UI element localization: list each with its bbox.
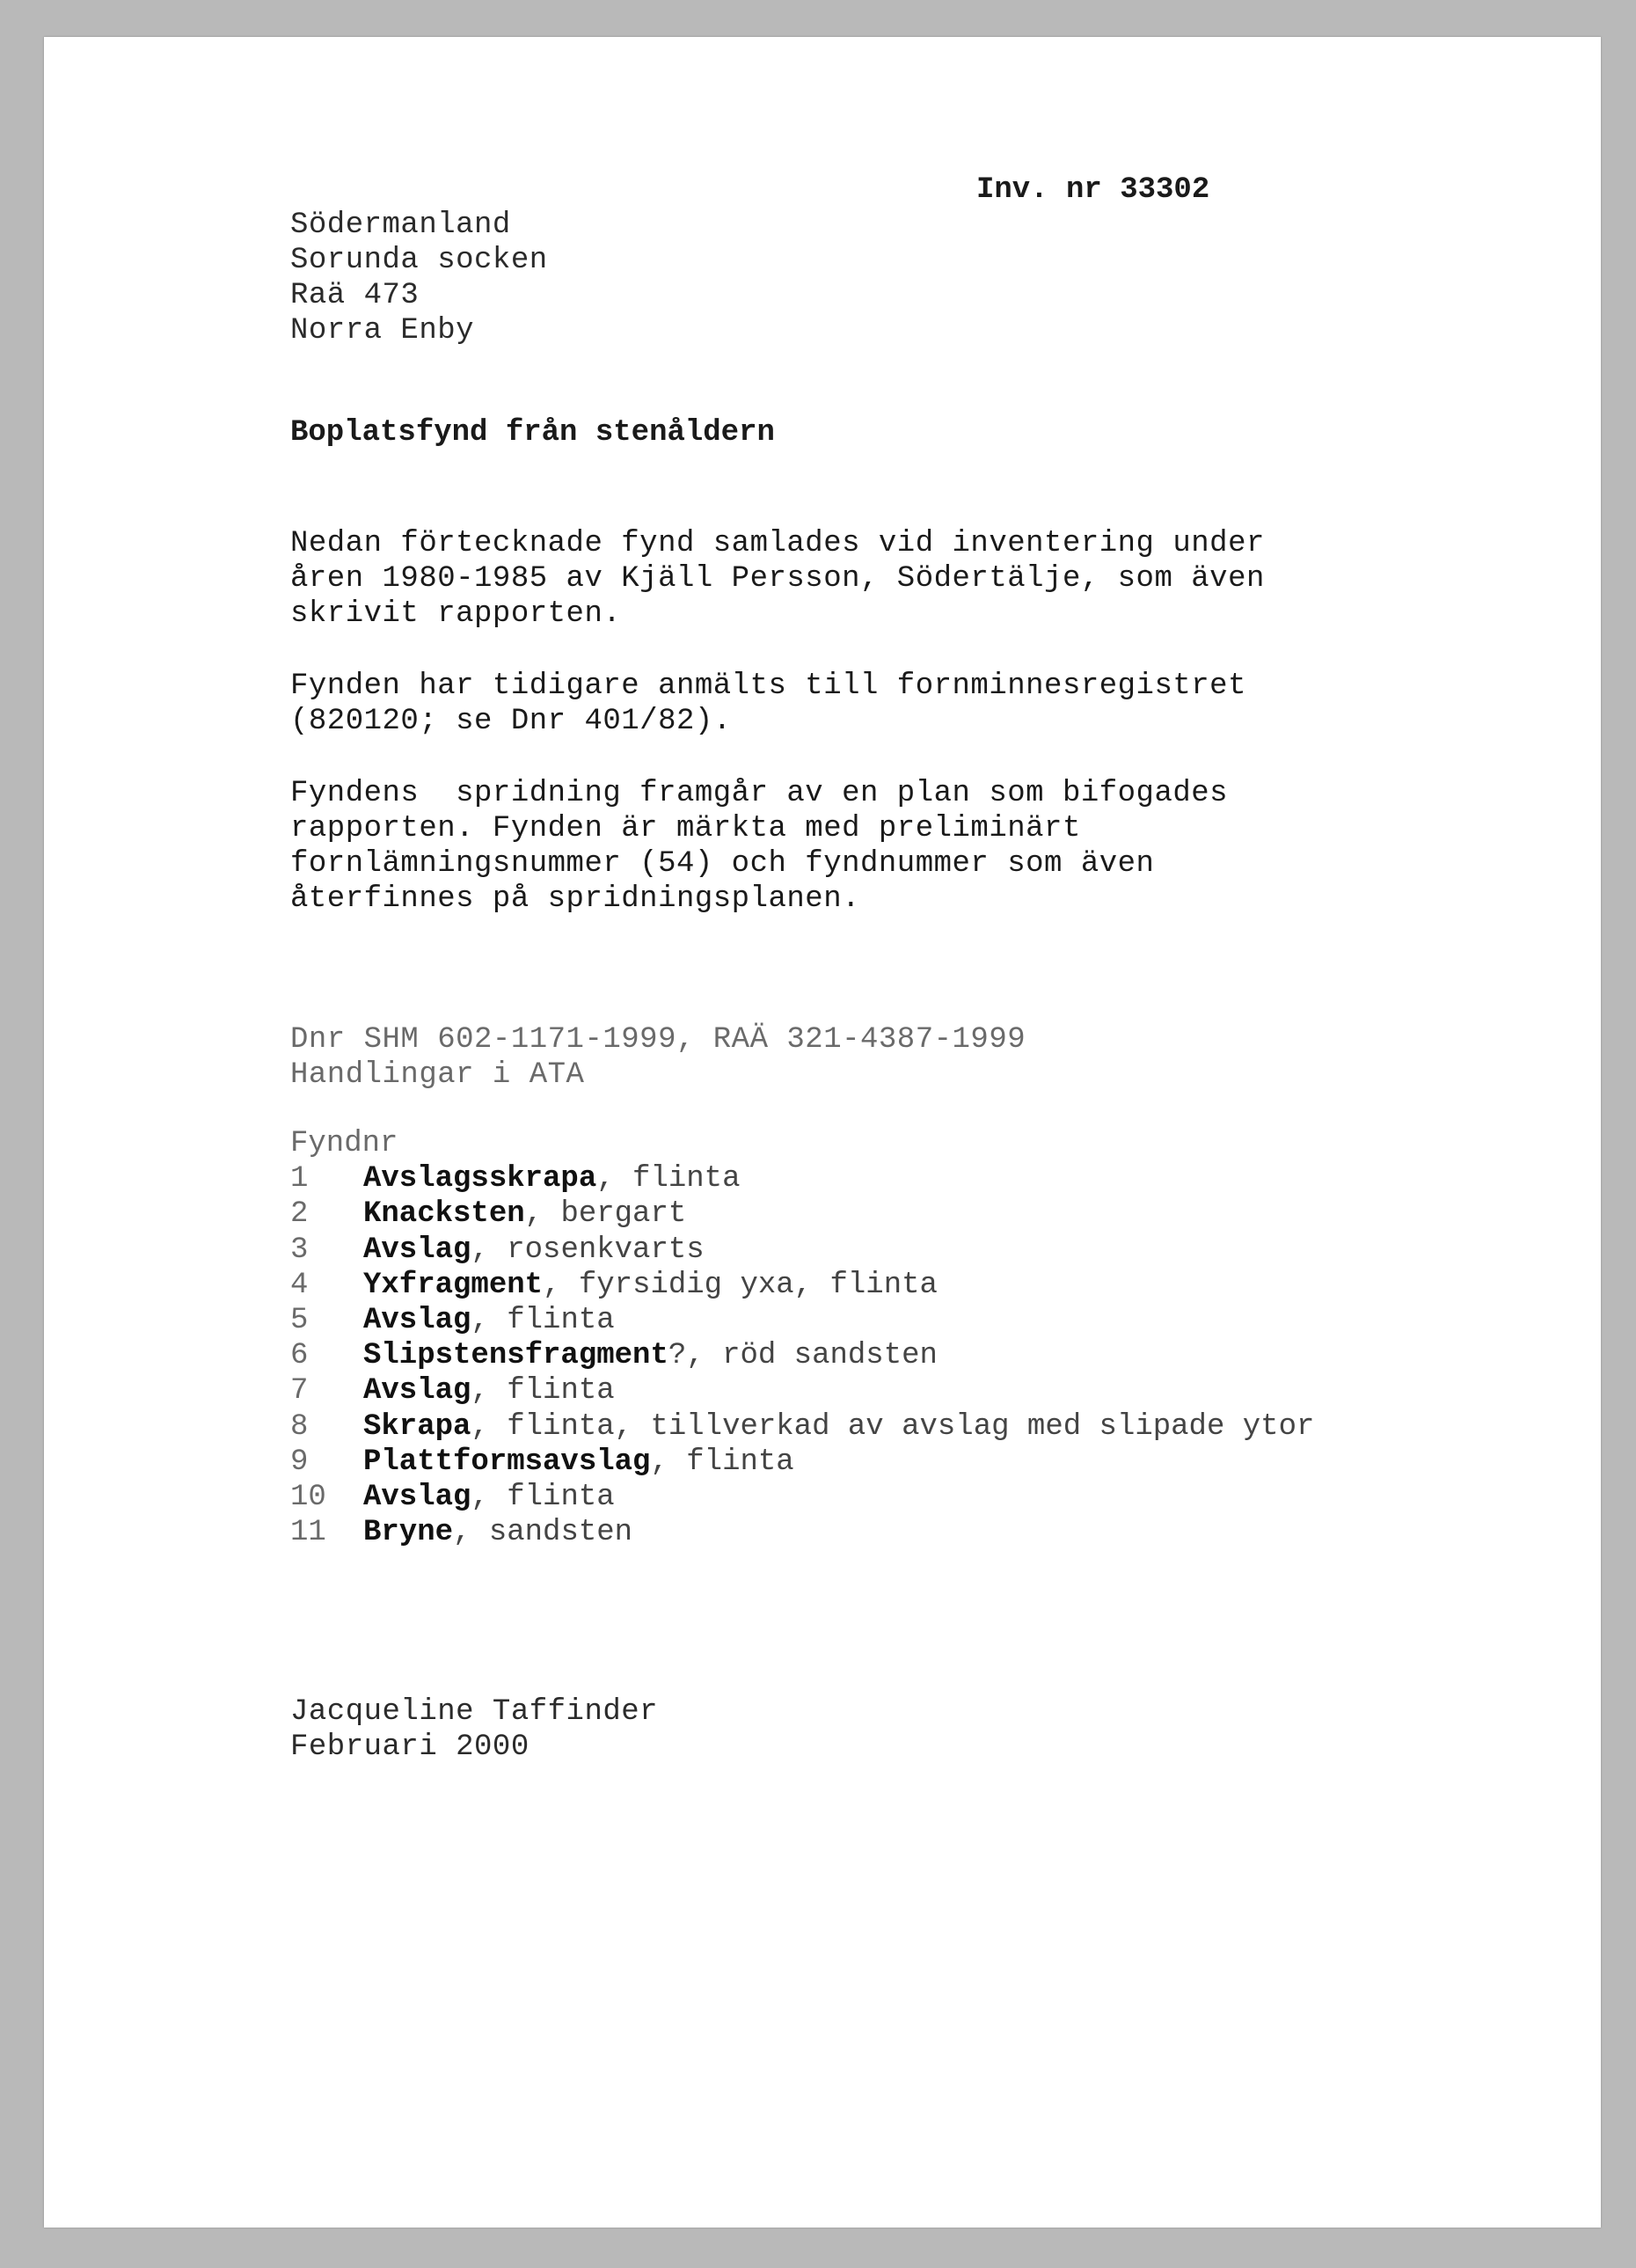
find-name: Avslagsskrapa <box>363 1162 597 1196</box>
find-number: 11 <box>290 1516 326 1550</box>
find-number: 6 <box>290 1339 309 1373</box>
find-name: Yxfragment <box>363 1268 544 1302</box>
list-item <box>290 1445 1314 1480</box>
finds-list <box>290 1126 1314 1550</box>
find-description: , flinta <box>471 1374 615 1408</box>
list-item <box>290 1373 1314 1408</box>
find-number: 7 <box>290 1374 309 1408</box>
find-description: , flinta <box>596 1162 741 1196</box>
document-title: Boplatsfynd från stenåldern <box>290 416 775 450</box>
find-description: , flinta <box>650 1445 794 1479</box>
paragraph-2-line-1: Fynden har tidigare anmälts till fornminnesregistret <box>290 669 1246 703</box>
signature-date: Februari 2000 <box>290 1730 530 1764</box>
list-item <box>290 1196 1314 1232</box>
paragraph-1-line-1: Nedan förtecknade fynd samlades vid inventering under <box>290 527 1265 560</box>
finds-header: Fyndnr <box>290 1127 398 1160</box>
paragraph-1-line-2: åren 1980-1985 av Kjäll Persson, Södertälje, som även <box>290 562 1265 596</box>
find-number: 1 <box>290 1162 309 1196</box>
list-item <box>290 1480 1314 1515</box>
location-raa: Raä 473 <box>290 279 420 312</box>
find-name: Avslag <box>363 1481 471 1515</box>
paragraph-1-line-3: skrivit rapporten. <box>290 597 622 631</box>
find-number: 10 <box>290 1481 326 1515</box>
paragraph-3-line-2: rapporten. Fynden är märkta med preliminärt <box>290 812 1081 845</box>
find-number: 9 <box>290 1445 309 1479</box>
reference-ata: Handlingar i ATA <box>290 1058 585 1092</box>
find-name: Slipstensfragment <box>363 1339 668 1373</box>
paragraph-2-line-2: (820120; se Dnr 401/82). <box>290 705 732 738</box>
find-name: Bryne <box>363 1516 454 1550</box>
find-description: , sandsten <box>453 1516 633 1550</box>
find-name: Plattformsavslag <box>363 1445 651 1479</box>
find-number: 8 <box>290 1409 309 1444</box>
find-number: 4 <box>290 1268 309 1302</box>
find-number: 2 <box>290 1197 309 1232</box>
find-name: Avslag <box>363 1304 471 1338</box>
list-item <box>290 1338 1314 1373</box>
location-site: Norra Enby <box>290 314 475 348</box>
reference-dnr: Dnr SHM 602-1171-1999, RAÄ 321-4387-1999 <box>290 1023 1026 1057</box>
find-description: , bergart <box>524 1197 687 1232</box>
paragraph-3-line-4: återfinnes på spridningsplanen. <box>290 882 861 916</box>
paragraph-3-line-1: Fyndens spridning framgår av en plan som bifogades <box>290 777 1229 810</box>
find-description: ?, röd sandsten <box>668 1339 938 1373</box>
find-name: Avslag <box>363 1374 471 1408</box>
list-item <box>290 1161 1314 1196</box>
inventory-number: Inv. nr 33302 <box>976 173 1210 207</box>
list-item <box>290 1409 1314 1445</box>
find-number: 5 <box>290 1304 309 1338</box>
paragraph-3-line-3: fornlämningsnummer (54) och fyndnummer som även <box>290 847 1155 881</box>
find-name: Knacksten <box>363 1197 525 1232</box>
list-item <box>290 1268 1314 1303</box>
list-item <box>290 1515 1314 1550</box>
find-description: , rosenkvarts <box>471 1233 705 1267</box>
signature-name: Jacqueline Taffinder <box>290 1695 659 1729</box>
find-name: Skrapa <box>363 1409 471 1444</box>
find-description: , flinta <box>471 1304 615 1338</box>
location-county: Södermanland <box>290 209 511 242</box>
find-number: 3 <box>290 1233 309 1267</box>
list-item <box>290 1233 1314 1268</box>
find-name: Avslag <box>363 1233 471 1267</box>
find-description: , fyrsidig yxa, flinta <box>543 1268 938 1302</box>
list-item <box>290 1303 1314 1338</box>
location-parish: Sorunda socken <box>290 244 548 277</box>
find-description: , flinta <box>471 1481 615 1515</box>
find-description: , flinta, tillverkad av avslag med slipade ytor <box>471 1409 1315 1444</box>
